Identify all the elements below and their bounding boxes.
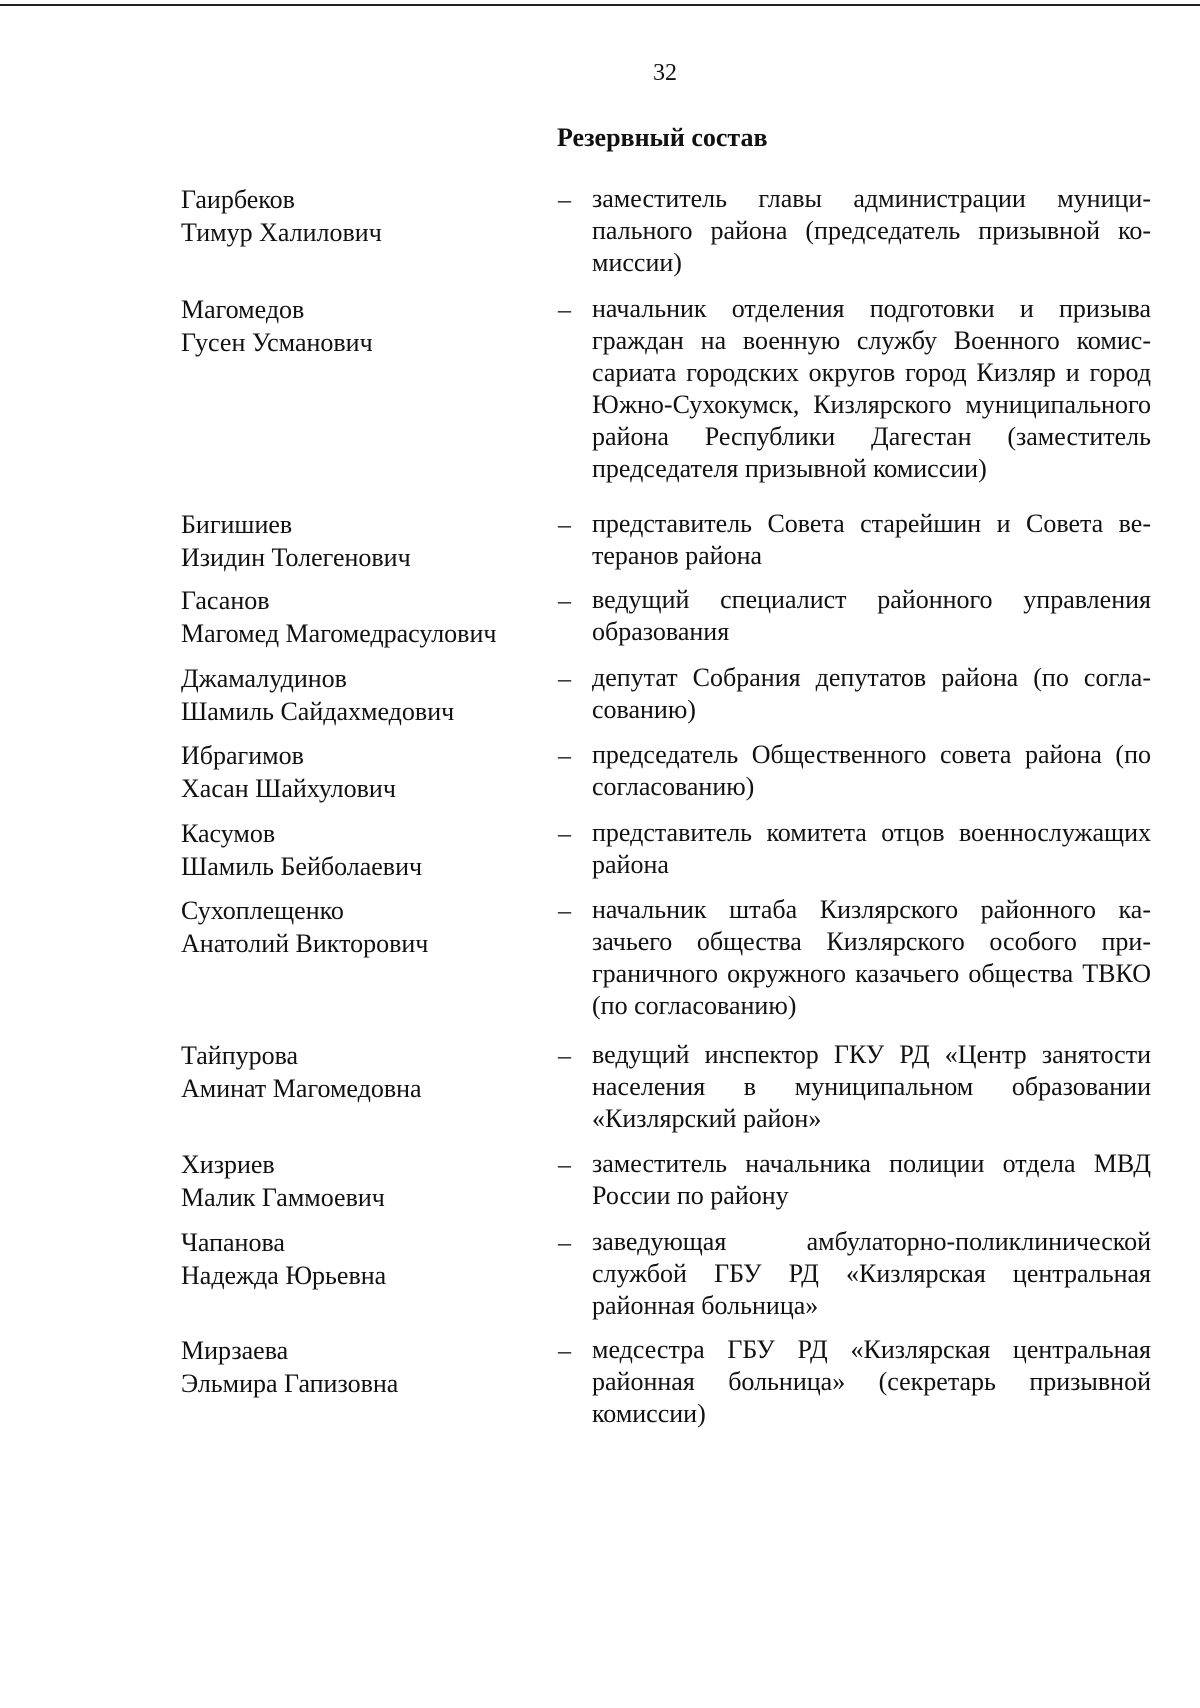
given-names: Эльмира Гапизовна [181,1369,399,1398]
surname: Гасанов [181,586,270,615]
role-description: заместитель начальника полиции отдела МВД России по району [592,1149,1151,1210]
surname: Гаирбеков [181,185,295,214]
section-heading: Резервный состав [557,123,768,152]
dash: – [558,1150,571,1179]
person-name [181,739,541,805]
person-name [181,1334,541,1400]
dash: – [558,896,571,925]
dash: – [558,510,571,539]
given-names: Малик Гаммоевич [181,1183,385,1212]
page-number: 32 [653,60,677,86]
role-description: заведующая амбулаторно-поликлинической службой ГБУ РД «Кизлярская центральная районная больница» [592,1227,1151,1320]
given-names: Надежда Юрьевна [181,1261,387,1290]
given-names: Магомед Магомедрасулович [181,619,497,648]
surname: Касумов [181,819,276,848]
person-name [181,1039,541,1105]
surname: Тайпурова [181,1041,299,1070]
person-name [181,894,541,960]
person-name [181,584,541,650]
surname: Сухоплещенко [181,896,344,925]
surname: Ибрагимов [181,741,304,770]
person-name [181,508,541,574]
person-name [181,293,541,359]
dash: – [558,185,571,214]
role-description: начальник штаба Кизлярского районного казачьего общества Кизлярского особого приграничного окружного казачьего общества ТВКО (по согласованию) [592,895,1151,1020]
dash: – [558,1336,571,1365]
surname: Бигишиев [181,510,293,539]
surname: Джамалудинов [181,664,347,693]
given-names: Аминат Магомедовна [181,1074,422,1103]
role-description: представитель комитета отцов военнослужащих района [592,818,1151,879]
dash: – [558,586,571,615]
dash: – [558,664,571,693]
role-description: ведущий специалист районного управления образования [592,585,1151,646]
person-name [181,183,541,249]
role-description: депутат Собрания депутатов района (по согласованию) [592,663,1151,724]
surname: Магомедов [181,295,305,324]
person-name [181,662,541,728]
dash: – [558,1041,571,1070]
surname: Мирзаева [181,1336,289,1365]
role-description: заместитель главы администрации муниципального района (председатель призывной комиссии) [592,184,1151,277]
role-description: председатель Общественного совета района (по согласованию) [592,740,1151,801]
role-description: начальник отделения подготовки и призыва граждан на военную службу Военного комиссариата городских округов город Кизляр и город Южно-Сухокумск, Кизлярского муниципального района Республики Дагестан (заместитель председателя призывной комиссии) [592,294,1151,483]
given-names: Шамиль Сайдахмедович [181,697,455,726]
dash: – [558,295,571,324]
given-names: Гусен Усманович [181,328,373,357]
role-description: медсестра ГБУ РД «Кизлярская центральная районная больница» (секретарь призывной комиссии) [592,1335,1151,1428]
top-rule [0,4,1200,6]
role-description: представитель Совета старейшин и Совета ветеранов района [592,509,1151,570]
person-name [181,817,541,883]
given-names: Изидин Толегенович [181,543,411,572]
person-name [181,1226,541,1292]
dash: – [558,741,571,770]
given-names: Анатолий Викторович [181,929,429,958]
given-names: Шамиль Бейболаевич [181,852,423,881]
person-name [181,1148,541,1214]
dash: – [558,819,571,848]
dash: – [558,1228,571,1257]
role-description: ведущий инспектор ГКУ РД «Центр занятости населения в муниципальном образовании «Кизлярский район» [592,1040,1151,1133]
given-names: Тимур Халилович [181,218,382,247]
surname: Чапанова [181,1228,285,1257]
given-names: Хасан Шайхулович [181,774,396,803]
surname: Хизриев [181,1150,275,1179]
